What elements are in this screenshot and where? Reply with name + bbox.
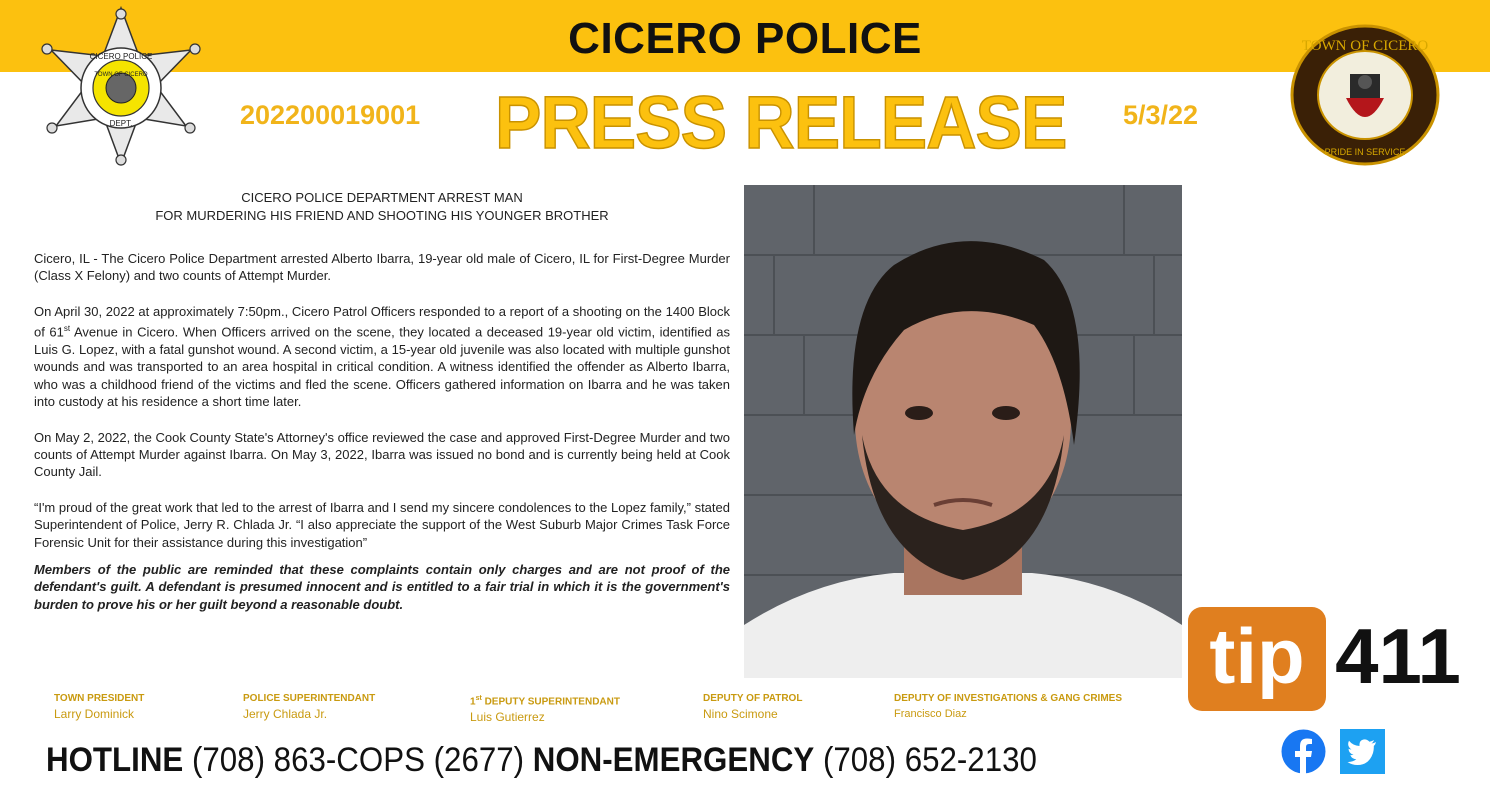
paragraph-incident bbox=[34, 303, 730, 411]
town-seal-logo bbox=[1290, 24, 1440, 166]
seal-text-top: TOWN OF CICERO bbox=[1301, 38, 1429, 54]
tip411-logo bbox=[1188, 607, 1468, 711]
header-bar bbox=[0, 0, 1490, 72]
nonemergency-label: NON-EMERGENCY bbox=[532, 741, 815, 779]
role-rest: DEPUTY SUPERINTENDANT bbox=[481, 696, 620, 708]
nonemergency-number: (708) 652-2130 bbox=[814, 741, 1037, 779]
official-role: DEPUTY OF PATROL bbox=[703, 693, 803, 704]
hotline-number: (708) 863-COPS (2677) bbox=[183, 741, 533, 779]
legal-disclaimer: Members of the public are reminded that these complaints contain only charges and are not proof of the defendant's guilt. A defendant is presumed innocent and is entitled to a fair trial in which it is the government's burden to prove his or her guilt beyond a reasonable doubt. bbox=[34, 562, 730, 612]
facebook-icon[interactable] bbox=[1281, 729, 1326, 774]
official-deputy-superintendant bbox=[470, 692, 620, 725]
headline-line-2: FOR MURDERING HIS FRIEND AND SHOOTING HIS YOUNGER BROTHER bbox=[155, 208, 609, 223]
page-title: CICERO POLICE bbox=[568, 14, 922, 63]
official-name: Nino Scimone bbox=[703, 707, 778, 721]
official-police-superintendant bbox=[243, 692, 375, 722]
paragraph-arrest: Cicero, IL - The Cicero Police Department arrested Alberto Ibarra, 19-year old male of Cicero, IL for First-Degree Murder (Class X Felony) and two counts of Attempt Murder. bbox=[34, 251, 730, 284]
press-release-title: PRESS RELEASE bbox=[495, 81, 1067, 164]
police-badge-logo bbox=[30, 4, 212, 168]
ordinal-suffix: st bbox=[63, 324, 71, 334]
incident-text-a: On April 30, 2022 at approximately 7:50pm., Cicero Patrol Officers responded to a report of a shooting on the 1400 Block of 61 bbox=[34, 303, 730, 340]
release-date: 5/3/22 bbox=[1123, 100, 1199, 130]
officials-list bbox=[0, 692, 1180, 732]
official-role: POLICE SUPERINTENDANT bbox=[243, 693, 376, 704]
official-name: Jerry Chlada Jr. bbox=[243, 707, 328, 721]
official-role bbox=[470, 692, 620, 709]
badge-text-bottom: DEPT. bbox=[109, 119, 133, 128]
badge-text-middle: TOWN OF CICERO bbox=[94, 72, 148, 78]
paragraph-quote: “I'm proud of the great work that led to the arrest of Ibarra and I send my sincere condolences to the Lopez family,” stated Superintendent of Police, Jerry R. Chlada Jr. “I also appreciate the support of the West Suburb Major Crimes Task Force Forensic Unit for their assistance during this investigation” bbox=[34, 499, 730, 550]
official-deputy-investigations bbox=[894, 692, 1122, 722]
hotline-label: HOTLINE bbox=[46, 741, 184, 779]
official-deputy-patrol bbox=[703, 692, 802, 722]
official-role: DEPUTY OF INVESTIGATIONS & GANG CRIMES bbox=[894, 693, 1122, 704]
headline-line-1: CICERO POLICE DEPARTMENT ARREST MAN bbox=[241, 190, 523, 205]
411-text: 411 bbox=[1335, 612, 1461, 700]
suspect-photo bbox=[744, 185, 1182, 678]
official-name: Luis Gutierrez bbox=[470, 710, 545, 725]
hotline-footer bbox=[46, 741, 1037, 780]
official-role: TOWN PRESIDENT bbox=[54, 693, 145, 704]
article-body bbox=[34, 250, 730, 631]
official-name: Francisco Diaz bbox=[894, 708, 967, 720]
incident-text-b: Avenue in Cicero. When Officers arrived on the scene, they located a deceased 19-year old victim, identified as Luis G. Lopez, with a fatal gunshot wound. A second victim, a 15-year old juvenile was also located with multiple gunshot wounds and was transported to an area hospital in critical condition. A witness identified the offender as Alberto Ibarra, who was a childhood friend of the victims and fled the scene. Officers gathered information on Ibarra and he was taken into custody at his residence a short time later. bbox=[34, 324, 730, 410]
badge-text-top: CICERO POLICE bbox=[89, 52, 153, 61]
official-name: Larry Dominick bbox=[54, 707, 135, 721]
role-ordinal: st bbox=[475, 695, 482, 702]
twitter-icon[interactable] bbox=[1340, 729, 1385, 774]
article-headline bbox=[150, 189, 614, 225]
case-number: 202200019001 bbox=[240, 100, 421, 130]
tip-text: tip bbox=[1209, 612, 1305, 700]
role-number: 1 bbox=[470, 696, 476, 708]
paragraph-charges: On May 2, 2022, the Cook County State's Attorney's office reviewed the case and approved First-Degree Murder and two counts of Attempt Murder against Ibarra. On May 3, 2022, Ibarra was issued no bond and is currently being held at Cook County Jail. bbox=[34, 429, 730, 480]
official-town-president bbox=[54, 692, 144, 722]
seal-text-bottom: PRIDE IN SERVICE bbox=[1324, 147, 1406, 157]
